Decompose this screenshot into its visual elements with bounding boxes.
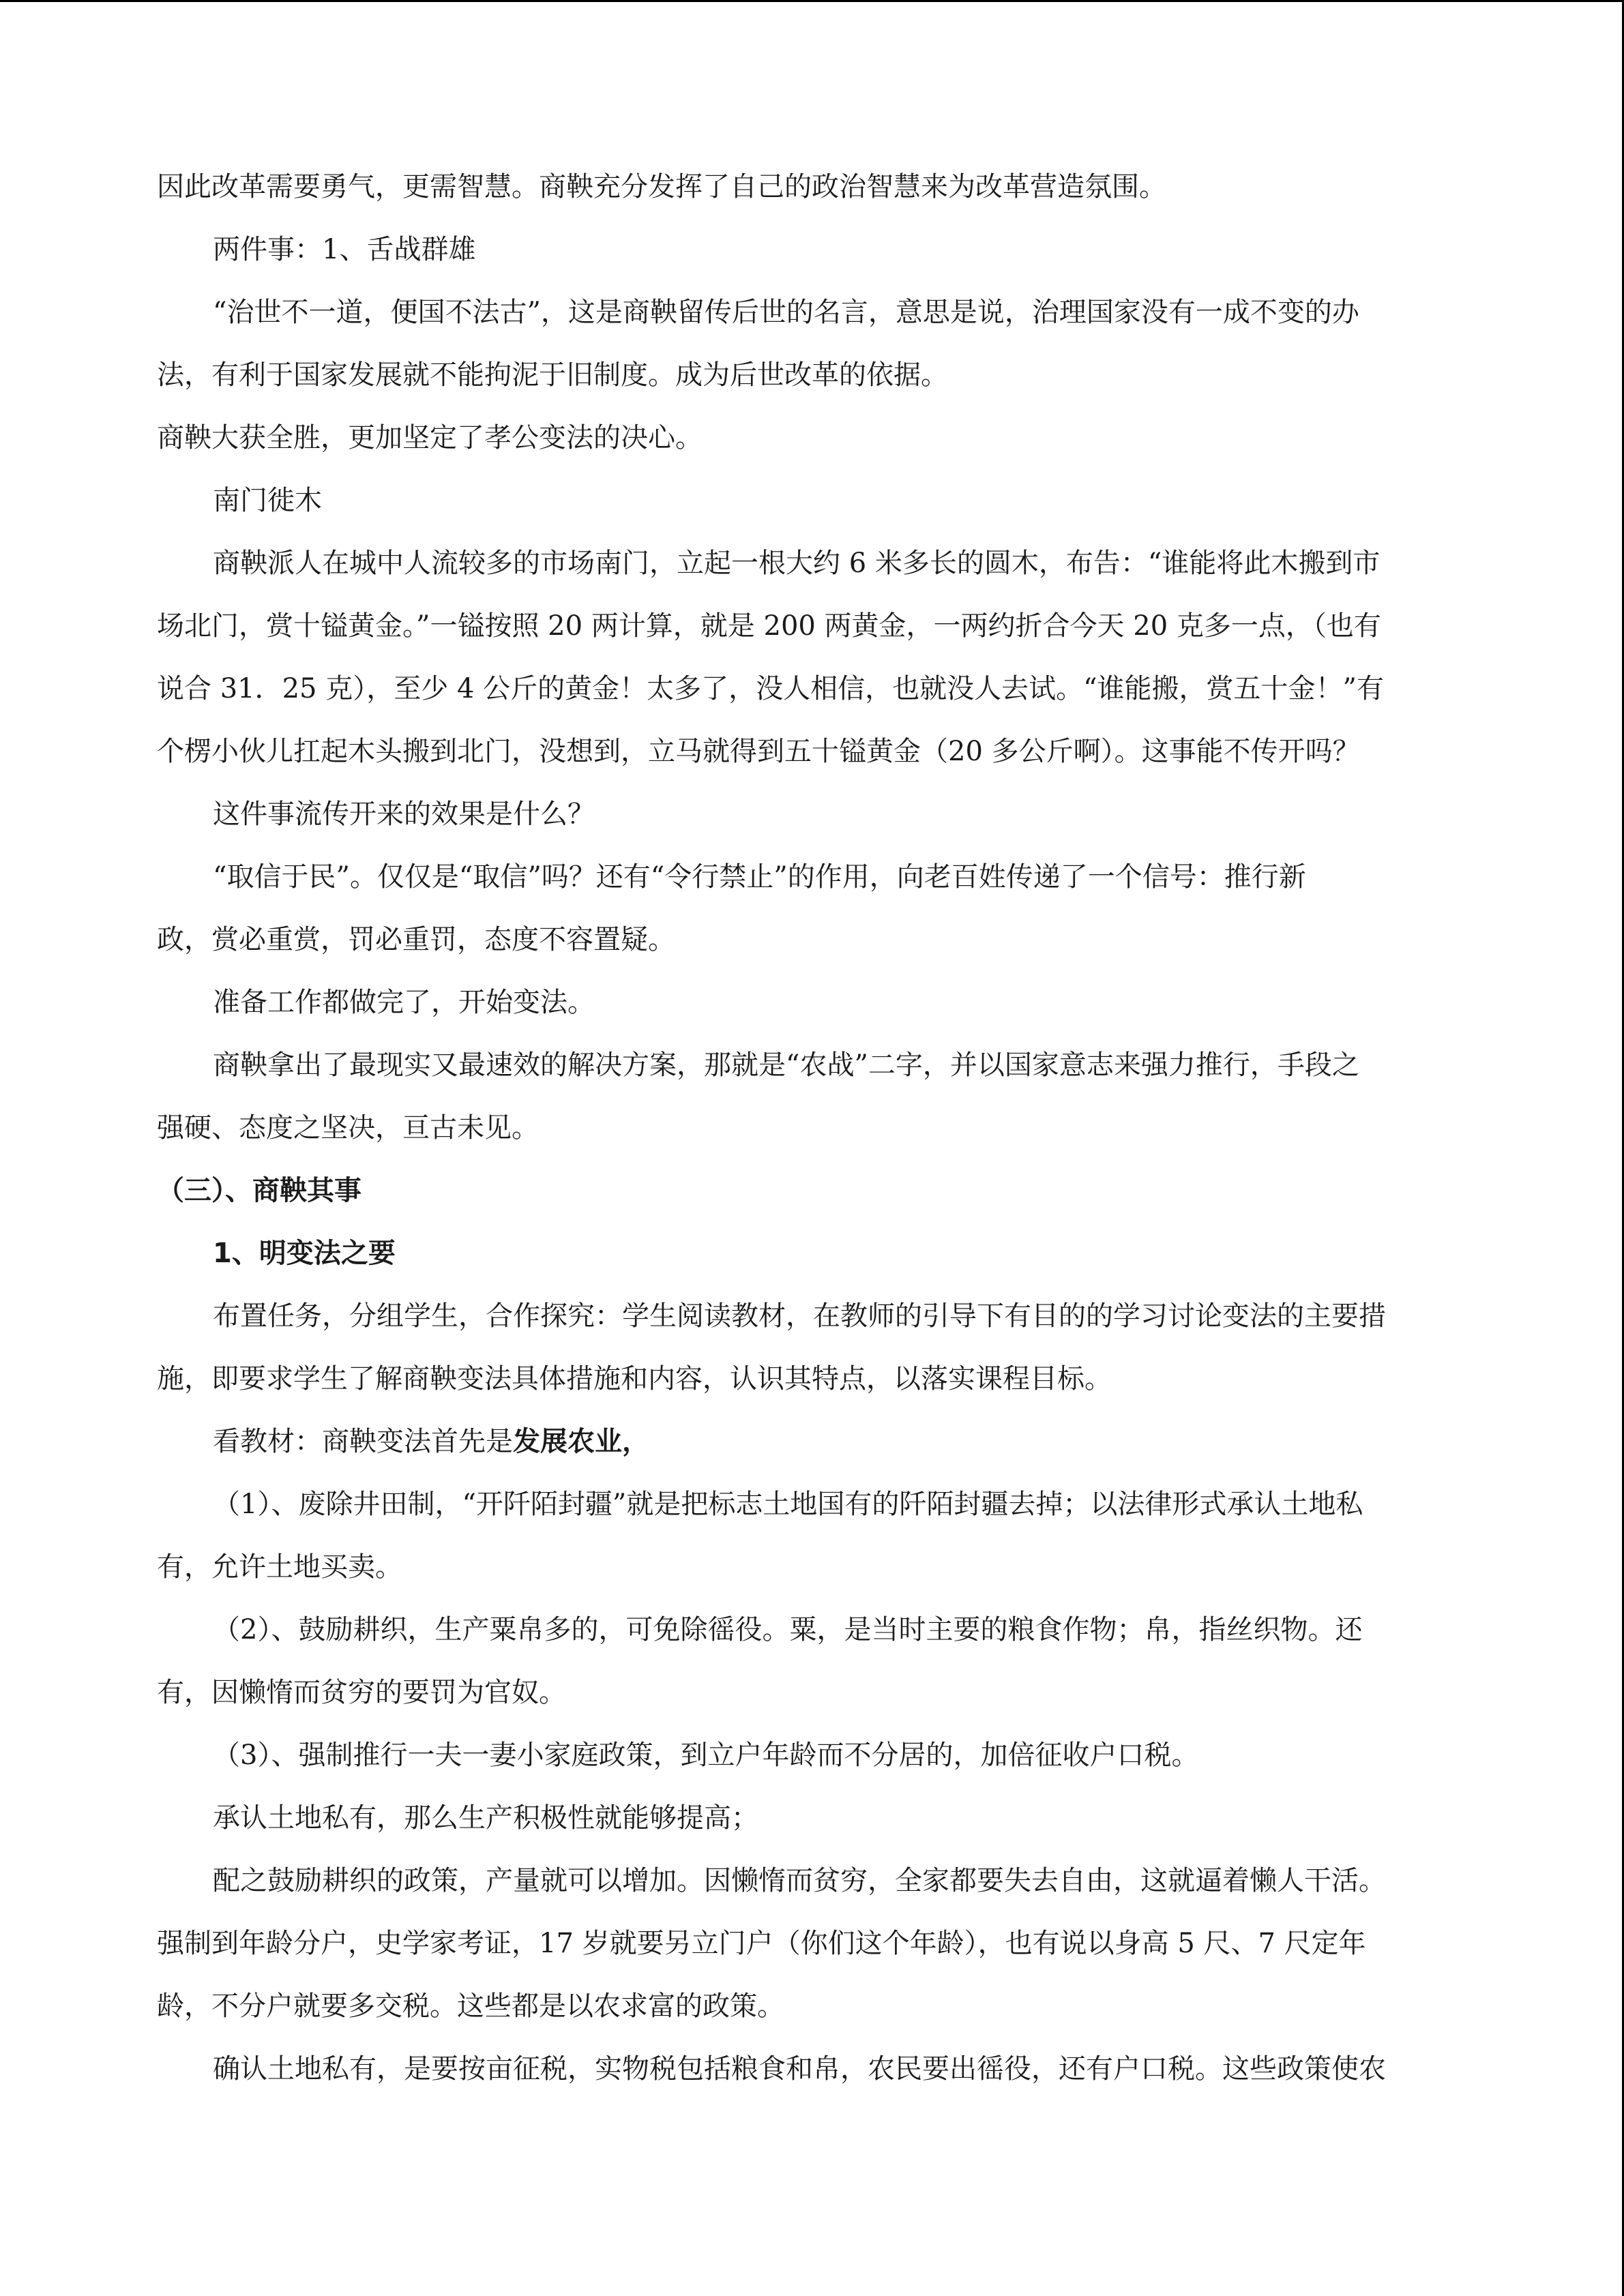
paragraph-line: 确认土地私有，是要按亩征税，实物税包括粮食和帛，农民要出徭役，还有户口税。这些政策使农 [213,2053,1386,2085]
paragraph-line: （1）、废除井田制，“开阡陌封疆”就是把标志土地国有的阡陌封疆去掉；以法律形式承认土地私 [213,1489,1363,1520]
paragraph-line: 说合 31．25 克），至少 4 公斤的黄金！太多了，没人相信，也就没人去试。“谁能搬，赏五十金！”有 [157,673,1385,704]
paragraph-line: （2）、鼓励耕织，生产粟帛多的，可免除徭役。粟，是当时主要的粮食作物；帛，指丝织物。还 [213,1614,1363,1645]
paragraph-line [157,1410,1466,1473]
paragraph-line: 龄，不分户就要多交税。这些都是以农求富的政策。 [157,1991,784,2022]
paragraph-line: 商鞅派人在城中人流较多的市场南门，立起一根大约 6 米多长的圆木，布告：“谁能将此木搬到市 [213,548,1381,579]
paragraph-line: 因此改革需要勇气，更需智慧。商鞅充分发挥了自己的政治智慧来为改革营造氛围。 [157,171,1166,203]
paragraph-line: 强硬、态度之坚决，亘古未见。 [157,1112,539,1144]
document-page [157,155,1466,2100]
page-top-border [0,0,1624,2]
paragraph-line: 施，即要求学生了解商鞅变法具体措施和内容，认识其特点，以落实课程目标。 [157,1363,1112,1395]
paragraph-line: 配之鼓励耕织的政策，产量就可以增加。因懒惰而贫穷，全家都要失去自由，这就逼着懒人干活。 [213,1865,1386,1896]
paragraph-line: 政，赏必重赏，罚必重罚，态度不容置疑。 [157,924,675,955]
paragraph-line: 商鞅拿出了最现实又最速效的解决方案，那就是“农战”二字，并以国家意志来强力推行，手段之 [213,1049,1359,1081]
paragraph-line: 准备工作都做完了，开始变法。 [213,987,595,1018]
text-run: 看教材：商鞅变法首先是 [213,1426,513,1457]
paragraph-line: 个楞小伙儿扛起木头搬到北门，没想到，立马就得到五十镒黄金（20 多公斤啊）。这事能不传开吗？ [157,736,1360,767]
paragraph-line: “治世不一道，便国不法古”，这是商鞅留传后世的名言，意思是说，治理国家没有一成不变的办 [213,297,1359,328]
paragraph-line: 承认土地私有，那么生产积极性就能够提高； [213,1802,758,1834]
paragraph-line: 有，因懒惰而贫穷的要罚为官奴。 [157,1677,566,1708]
paragraph-line: 场北门，赏十镒黄金。”一镒按照 20 两计算，就是 200 两黄金，一两约折合今天 20 克多一点，（也有 [157,610,1381,642]
paragraph-line: “取信于民”。仅仅是“取信”吗？还有“令行禁止”的作用，向老百姓传递了一个信号：推行新 [213,861,1306,893]
paragraph-line: 这件事流传开来的效果是什么？ [213,799,595,830]
paragraph-line: （3）、强制推行一夫一妻小家庭政策，到立户年龄而不分居的，加倍征收户口税。 [213,1740,1199,1771]
paragraph-line: 布置任务，分组学生，合作探究：学生阅读教材，在教师的引导下有目的的学习讨论变法的主要措 [213,1300,1386,1332]
paragraph-line: 两件事：1、舌战群雄 [213,234,476,265]
bold-emphasis: 发展农业， [513,1425,649,1457]
paragraph-line: 商鞅大获全胜，更加坚定了孝公变法的决心。 [157,422,703,453]
section-heading: （三）、商鞅其事 [157,1175,361,1206]
paragraph-line: 有，允许土地买卖。 [157,1551,402,1583]
subsection-heading: 1、明变法之要 [213,1238,396,1269]
paragraph-line: 南门徙木 [213,485,322,516]
paragraph-line: 法，有利于国家发展就不能拘泥于旧制度。成为后世改革的依据。 [157,359,948,391]
paragraph-line: 强制到年龄分户，史学家考证，17 岁就要另立门户（你们这个年龄），也有说以身高 5 尺、7 尺定年 [157,1928,1366,1959]
